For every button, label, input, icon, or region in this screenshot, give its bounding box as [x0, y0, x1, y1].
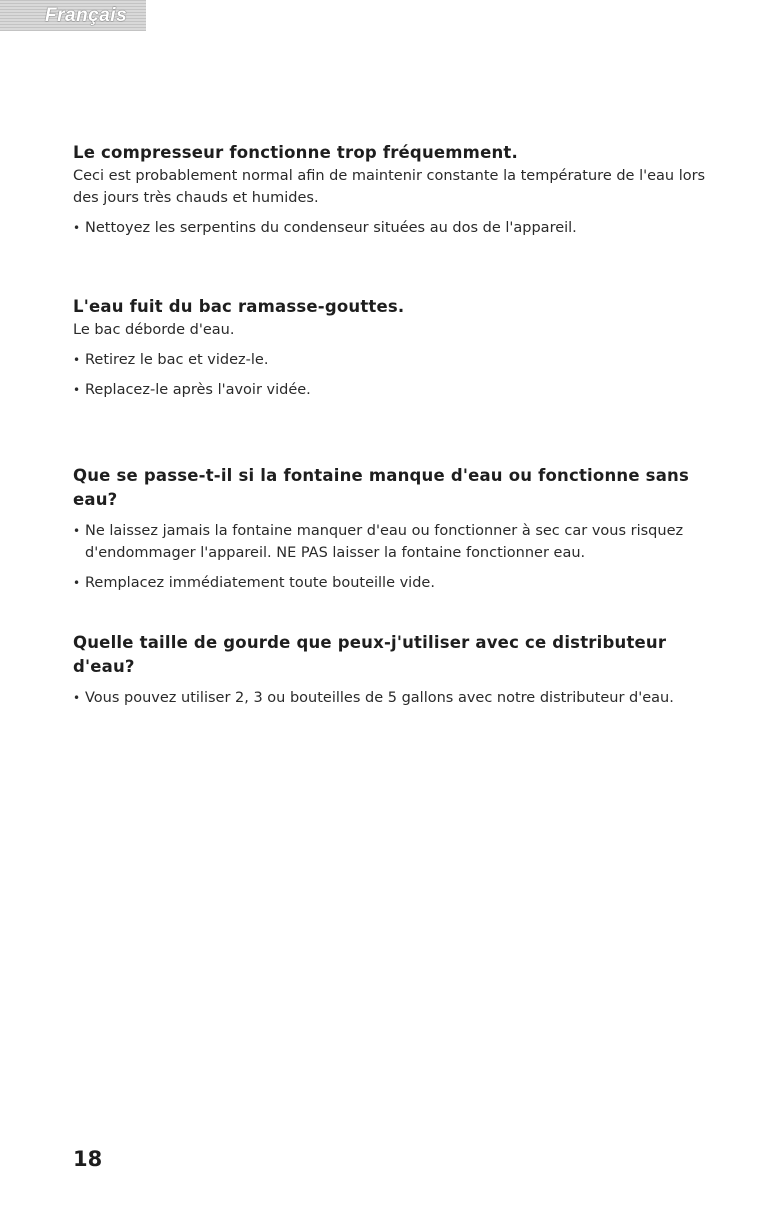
section-text: Ceci est probablement normal afin de maintenir constante la température de l'eau lors des jours très chauds et humides. — [73, 168, 706, 206]
list-item-text: Remplacez immédiatement toute bouteille vide. — [85, 575, 435, 591]
bullet-icon: • — [73, 221, 81, 235]
list-item — [73, 520, 713, 564]
section-heading: Quelle taille de gourde que peux-j'utiliser avec ce distributeur d'eau? — [73, 633, 667, 676]
section-heading: Le compresseur fonctionne trop fréquemment. — [73, 143, 518, 162]
list-item-text: Ne laissez jamais la fontaine manquer d'eau ou fonctionner à sec car vous risquez d'endommager l'appareil. NE PAS laisser la fontaine fonctionner eau. — [85, 523, 684, 561]
section-text: Le bac déborde d'eau. — [73, 322, 235, 338]
bullet-list — [73, 520, 713, 594]
bullet-icon: • — [73, 353, 81, 367]
language-tab-label: Français — [45, 5, 128, 26]
page-number: 18 — [73, 1147, 103, 1171]
bullet-list — [73, 687, 713, 709]
list-item-text: Nettoyez les serpentins du condenseur situées au dos de l'appareil. — [85, 220, 577, 236]
list-item-text: Vous pouvez utiliser 2, 3 ou bouteilles de 5 gallons avec notre distributeur d'eau. — [85, 690, 674, 706]
section-bottle-size — [73, 631, 713, 709]
list-item-text: Retirez le bac et videz-le. — [85, 352, 269, 368]
section-compressor — [73, 141, 713, 239]
list-item — [73, 217, 713, 239]
bullet-icon: • — [73, 576, 81, 590]
language-tab — [0, 0, 146, 31]
bullet-icon: • — [73, 691, 81, 705]
list-item — [73, 379, 713, 401]
bullet-icon: • — [73, 383, 81, 397]
section-no-water — [73, 464, 713, 594]
list-item — [73, 687, 713, 709]
bullet-list — [73, 217, 713, 239]
list-item — [73, 572, 713, 594]
list-item-text: Replacez-le après l'avoir vidée. — [85, 382, 311, 398]
section-heading: Que se passe-t-il si la fontaine manque d'eau ou fonctionne sans eau? — [73, 466, 690, 509]
list-item — [73, 349, 713, 371]
bullet-list — [73, 349, 713, 401]
section-drip-tray — [73, 295, 713, 401]
bullet-icon: • — [73, 524, 81, 538]
section-heading: L'eau fuit du bac ramasse-gouttes. — [73, 297, 405, 316]
